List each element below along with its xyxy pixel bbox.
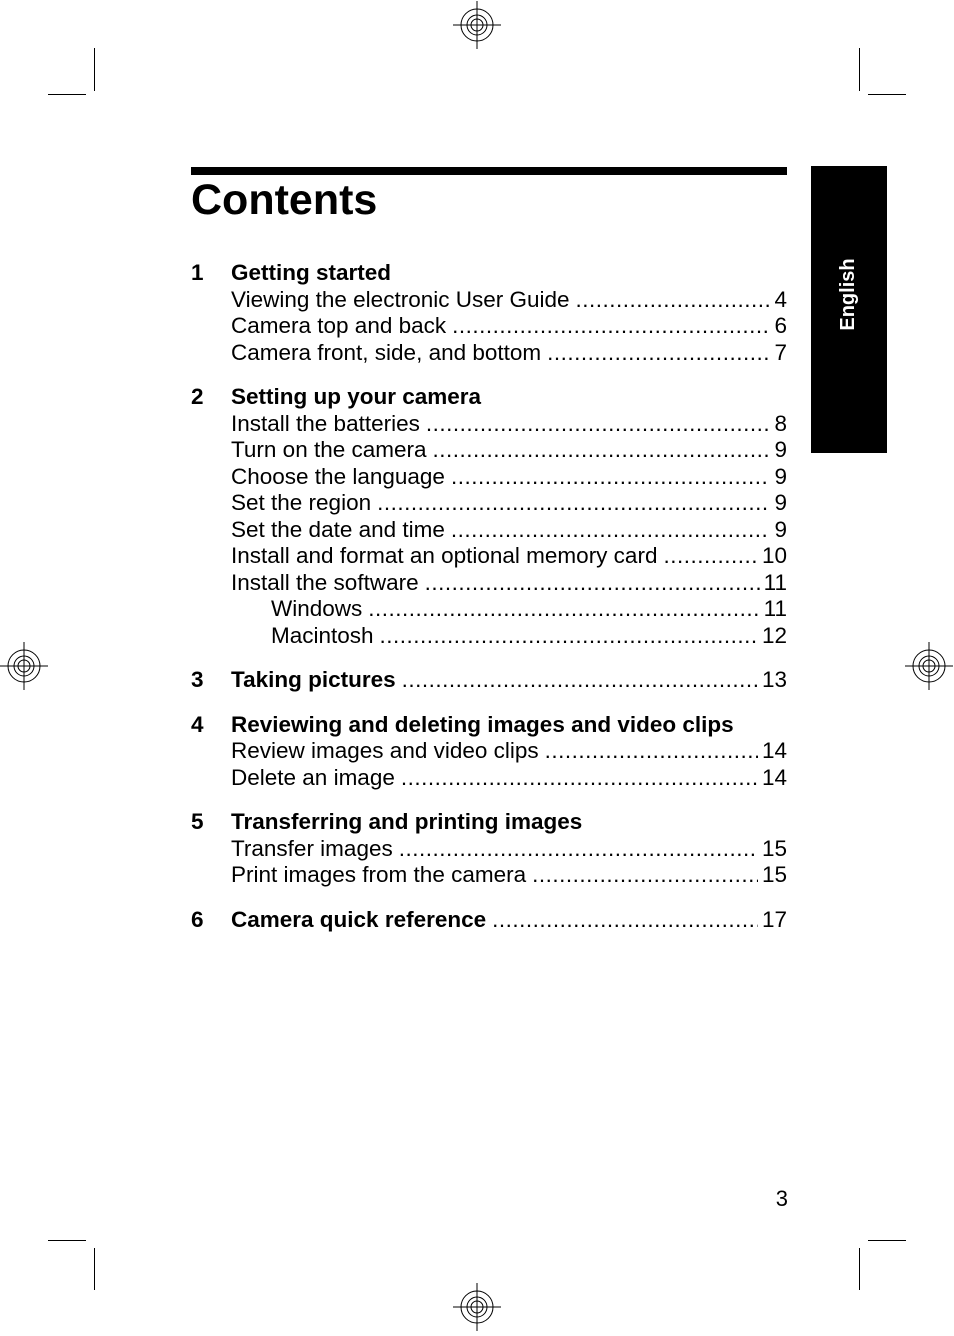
toc-entry-text: Choose the language xyxy=(231,463,445,489)
toc-entry[interactable] xyxy=(191,738,787,765)
leader-dots xyxy=(401,765,758,792)
leader-dots xyxy=(426,411,771,438)
toc-entry-text: Install the software xyxy=(231,569,419,595)
toc-entry-text: Set the date and time xyxy=(231,516,445,542)
chapter-heading[interactable] xyxy=(191,667,787,694)
toc-entry-page: 12 xyxy=(761,622,787,648)
crop-mark xyxy=(94,48,95,91)
chapter-heading[interactable] xyxy=(191,260,787,287)
chapter-number: 1 xyxy=(191,260,204,285)
toc-entry-page: 4 xyxy=(774,286,787,312)
chapter-title: Taking pictures xyxy=(231,667,396,692)
chapter-number: 6 xyxy=(191,906,204,932)
toc-entry-page: 14 xyxy=(761,764,787,790)
toc-entry-text: Camera top and back xyxy=(231,313,447,338)
toc-entry[interactable] xyxy=(191,543,787,570)
toc-entry-text: Turn on the camera xyxy=(231,437,427,462)
toc-entry[interactable] xyxy=(191,517,787,544)
chapter xyxy=(191,809,787,889)
chapter-number: 3 xyxy=(191,667,204,692)
toc-subentry[interactable] xyxy=(191,596,787,623)
toc-entry-text: Delete an image xyxy=(231,764,395,790)
toc-entry-text: Install the batteries xyxy=(231,410,420,436)
leader-dots xyxy=(425,570,760,597)
toc-entry-page: 11 xyxy=(763,569,787,595)
toc-entry[interactable] xyxy=(191,287,787,314)
registration-mark-icon xyxy=(0,642,48,690)
toc-entry-page: 7 xyxy=(774,339,787,365)
language-tab-label: English xyxy=(837,258,859,331)
toc-entry-page: 9 xyxy=(774,516,787,542)
toc-entry-page: 11 xyxy=(763,596,787,621)
chapter-heading[interactable] xyxy=(191,809,787,836)
toc-entry-text: Windows xyxy=(271,596,363,621)
leader-dots xyxy=(547,340,770,367)
language-tab xyxy=(811,166,887,453)
toc-entry-text: Viewing the electronic User Guide xyxy=(231,286,570,312)
leader-dots xyxy=(433,437,771,464)
toc-entry-page: 9 xyxy=(774,490,787,515)
toc-entry[interactable] xyxy=(191,464,787,491)
chapter-number: 2 xyxy=(191,384,204,409)
crop-mark xyxy=(868,94,906,95)
chapter xyxy=(191,384,787,649)
toc-entry-text: Set the region xyxy=(231,490,372,515)
chapter-heading[interactable] xyxy=(191,712,787,739)
toc-entry[interactable] xyxy=(191,836,787,863)
chapter-title: Setting up your camera xyxy=(231,384,482,409)
chapter-title: Camera quick reference xyxy=(231,906,487,932)
leader-dots xyxy=(380,623,758,650)
chapter-title: Reviewing and deleting images and video clips xyxy=(231,711,734,737)
leader-dots xyxy=(532,862,758,889)
leader-dots xyxy=(399,836,758,863)
crop-mark xyxy=(859,1248,860,1290)
toc-entry[interactable] xyxy=(191,490,787,517)
toc-entry[interactable] xyxy=(191,765,787,792)
leader-dots xyxy=(492,907,758,934)
registration-mark-icon xyxy=(905,642,953,690)
page-number: 3 xyxy=(775,1186,788,1211)
leader-dots xyxy=(377,490,770,517)
leader-dots xyxy=(452,313,770,340)
chapter xyxy=(191,907,787,934)
toc-entry-text: Review images and video clips xyxy=(231,738,539,763)
toc-entry[interactable] xyxy=(191,340,787,367)
chapter-number: 5 xyxy=(191,809,204,834)
chapter-title: Getting started xyxy=(231,260,392,285)
chapter-number: 4 xyxy=(191,711,204,737)
toc-entry-text: Transfer images xyxy=(231,835,393,861)
chapter-page: 17 xyxy=(761,906,787,932)
chapter-title: Transferring and printing images xyxy=(231,809,583,834)
toc-entry-page: 8 xyxy=(774,410,787,436)
toc-entry-page: 9 xyxy=(774,463,787,489)
leader-dots xyxy=(368,596,759,623)
leader-dots xyxy=(576,287,771,314)
leader-dots xyxy=(451,517,771,544)
registration-mark-icon xyxy=(453,1,501,49)
toc-entry-text: Macintosh xyxy=(271,622,374,648)
toc-entry-page: 6 xyxy=(774,313,787,338)
leader-dots xyxy=(451,464,771,491)
toc-entry[interactable] xyxy=(191,862,787,889)
chapter xyxy=(191,667,787,694)
crop-mark xyxy=(48,94,86,95)
table-of-contents xyxy=(191,260,787,951)
toc-entry[interactable] xyxy=(191,411,787,438)
toc-entry-page: 10 xyxy=(761,543,787,568)
crop-mark xyxy=(94,1248,95,1290)
toc-entry-text: Camera front, side, and bottom xyxy=(231,339,542,365)
leader-dots xyxy=(663,543,758,570)
toc-entry-page: 9 xyxy=(774,437,787,462)
chapter xyxy=(191,260,787,366)
leader-dots xyxy=(402,667,758,694)
toc-entry[interactable] xyxy=(191,570,787,597)
toc-entry[interactable] xyxy=(191,313,787,340)
toc-entry-text: Print images from the camera xyxy=(231,862,527,887)
page-title: Contents xyxy=(191,176,378,224)
chapter xyxy=(191,712,787,792)
crop-mark xyxy=(868,1240,906,1241)
crop-mark xyxy=(48,1240,86,1241)
chapter-heading[interactable] xyxy=(191,907,787,934)
title-rule xyxy=(191,167,787,175)
toc-entry-page: 15 xyxy=(761,862,787,887)
crop-mark xyxy=(859,48,860,91)
toc-entry-text: Install and format an optional memory card xyxy=(231,543,658,568)
toc-entry[interactable] xyxy=(191,437,787,464)
registration-mark-icon xyxy=(453,1283,501,1331)
toc-subentry[interactable] xyxy=(191,623,787,650)
leader-dots xyxy=(545,738,758,765)
chapter-page: 13 xyxy=(761,667,787,692)
chapter-heading[interactable] xyxy=(191,384,787,411)
toc-entry-page: 14 xyxy=(761,738,787,763)
toc-entry-page: 15 xyxy=(761,835,787,861)
